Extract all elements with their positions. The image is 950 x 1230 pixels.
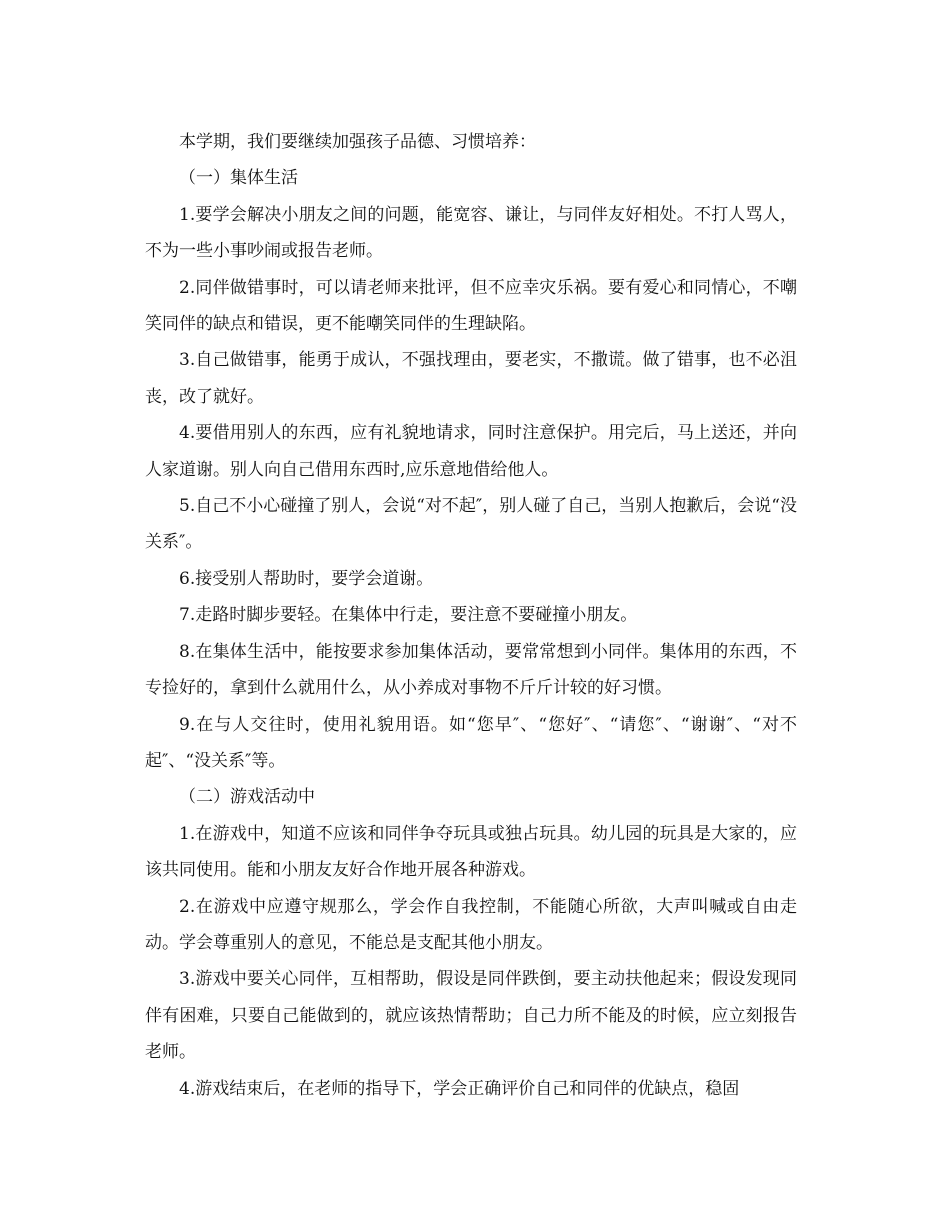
list-item: 1.要学会解决小朋友之间的问题，能宽容、谦让，与同伴友好相处。不打人骂人，不为一些小事吵闹或报告老师。: [145, 204, 797, 262]
list-item: 5.自己不小心碰撞了别人，会说“对不起″，别人碰了自己，当别人抱歉后，会说“没关系″。: [145, 496, 797, 553]
list-item: 4.游戏结束后，在老师的指导下，学会正确评价自己和同伴的优缺点，稳固: [179, 1078, 740, 1099]
list-item: 1.在游戏中，知道不应该和同伴争夺玩具或独占玩具。幼儿园的玩具是大家的，应该共同使用。能和小朋友友好合作地开展各种游戏。: [145, 823, 797, 881]
list-item: 3.自己做错事，能勇于成认，不强找理由，要老实，不撒谎。做了错事，也不必沮丧，改了就好。: [145, 350, 797, 407]
list-item: 4.要借用别人的东西，应有礼貌地请求，同时注意保护。用完后，马上送还，并向人家道谢。别人向自己借用东西时,应乐意地借给他人。: [145, 423, 797, 480]
list-item: 8.在集体生活中，能按要求参加集体活动，要常常想到小同伴。集体用的东西，不专捡好的，拿到什么就用什么，从小养成对事物不斤斤计较的好习惯。: [145, 641, 797, 699]
section-heading-collective-life: （一）集体生活: [179, 168, 298, 189]
section-heading-game-activities: （二）游戏活动中: [179, 787, 315, 808]
list-item: 2.在游戏中应遵守规那么，学会作自我控制，不能随心所欲，大声叫喊或自由走动。学会尊重别人的意见，不能总是支配其他小朋友。: [145, 896, 797, 953]
list-item: 2.同伴做错事时，可以请老师来批评，但不应幸灾乐祸。要有爱心和同情心，不嘲笑同伴的缺点和错误，更不能嘲笑同伴的生理缺陷。: [145, 277, 797, 335]
list-item: 3.游戏中要关心同伴，互相帮助，假设是同伴跌倒，要主动扶他起来；假设发现同伴有困难，只要自己能做到的，就应该热情帮助；自己力所不能及的时候，应立刻报告老师。: [145, 969, 797, 1063]
list-item: 7.走路时脚步要轻。在集体中行走，要注意不要碰撞小朋友。: [179, 605, 638, 626]
list-item: 6.接受别人帮助时，要学会道谢。: [179, 568, 434, 589]
document-body: [145, 124, 797, 1107]
intro-paragraph: 本学期，我们要继续加强孩子品德、习惯培养：: [179, 132, 536, 152]
list-item: 9.在与人交往时，使用礼貌用语。如“您早″、“您好″、“请您″、“谢谢″、“对不起″、“没关系″等。: [145, 714, 797, 771]
